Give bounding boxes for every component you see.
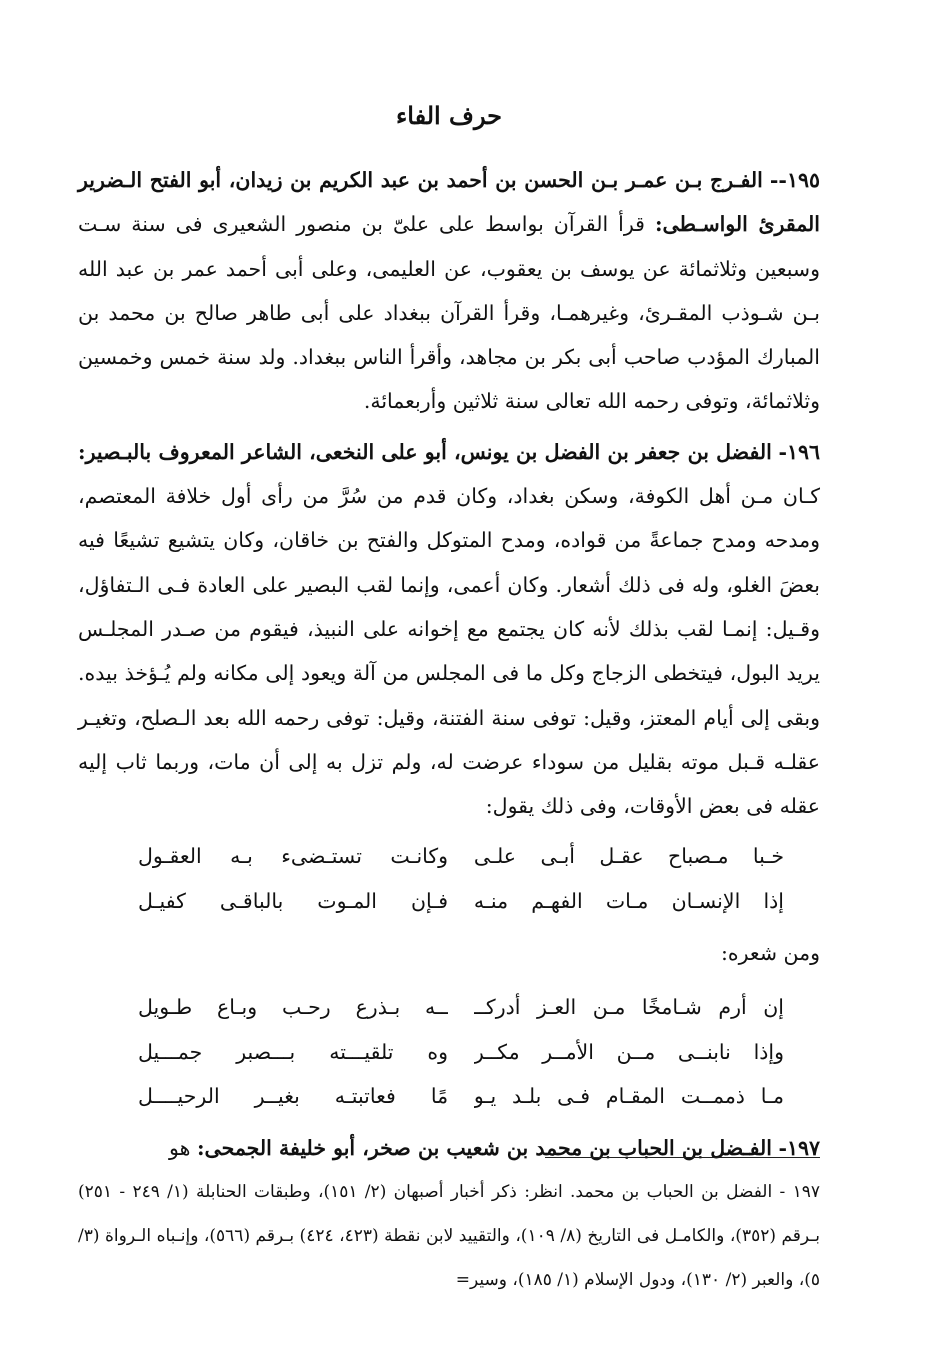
poem-block-1 [78,834,820,923]
verse-first-hemistich: إن أرم شـامخًا مـن العـز أدركــ [473,995,784,1020]
verse-line [138,1074,784,1118]
verse-line [138,1030,784,1074]
verse-second-hemistich: ــه بـذرع رحـب وبـاع طـويل [138,995,449,1020]
verse-line [138,985,784,1029]
verse-first-hemistich: إذا الإنسـان مـات الفهـم منـه [473,888,784,913]
entry-number: ١٩٧- [778,1136,820,1161]
entry-heading: الفضل بن جعفر بن الفضل بن يونس، أبو على النخعى، الشاعر المعروف بالبـصير: [78,439,772,464]
page-body [78,96,820,1177]
entry-text: قرأ القرآن بواسط على علىّ بن منصور الشعيرى فى سنة سـت وسبعين وثلاثمائة عن يوسف بن يعقوب، عن العليمى، وعلى أبى أحمد عمر بن عبد الله بـن شـوذب المقـرئ، وغيرهمـا، وقرأ القرآن ببغداد على أبى طاهر صالح بن محمد بن المبارك المؤدب صاحب أبى بكر بن مجاهد، وأقرأ الناس ببغداد. ولد سنة خمس وخمسين وثلاثمائة، وتوفى رحمه الله تعالى سنة ثلاثين وأربعمائة. [78,212,820,414]
verse-line [138,834,784,878]
entry-text: هو [169,1136,191,1161]
footnote: ١٩٧ - الفضل بن الحباب بن محمد. انظر: ذكر أخبار أصبهان (٢/ ١٥١)، وطبقات الحنابلة (١/ ٢٤٩ - ٢٥١) بـرقم (٣٥٢)، والكامـل فى التاريخ (٨/ ١٠٩)، والتقييد لابن نقطة (٤٢٣، ٤٢٤) بـرقم (٥٦٦)، وإنـباه الـرواة (٣/ ٥)، والعبر (٢/ ١٣٠)، ودول الإسلام (١/ ١٨٥)، وسير= [78,1182,820,1290]
entry-heading: الفـضل بن الحباب بن محمد بن شعيب بن صخر، أبو خليفة الجمحى: [196,1136,772,1161]
verse-second-hemistich: وكانـت تستـضىء بـه العقـول [138,844,449,869]
entry-196 [78,430,820,829]
verse-first-hemistich: خـبا مـصباح عقـل أبـى علـى [473,844,784,869]
footnote-rule-line [545,1157,820,1158]
entry-text: كـان مـن أهل الكوفة، وسكن بغداد، وكان قدم من سُرَّ من رأى أول خلافة المعتصم، ومدحه ومدح جماعةً من قواده، ومدح المتوكل والفتح بن خاقان، وكان يتشيع تشيعًا فيه بعضَ الغلو، وله فى ذلك أشعار. وكان أعمى، وإنما لقب البصير على العادة فـى الـتفاؤل، وقـيل: إنمـا لقب بذلك لأنه كان يجتمع مع إخوانه على النبيذ، فيقوم من صـدر المجلـس يريد البول، فيتخطى الزجاج وكل ما فى المجلس من آلة ويعود إلى مكانه ولم يُـؤخذ بيده. وبقى إلى أيام المعتز، وقيل: توفى سنة الفتنة، وقيل: توفى رحمه الله بعد الـصلح، وتغيـر عقلـه قـبل موته بقليل من سوداء عرضت له، ولم تزل به إلى أن مات، وربما ثاب إليه عقله فى بعض الأوقات، وفى ذلك يقول: [78,484,820,819]
chapter-title: حرف الفاء [395,101,503,130]
verse-second-hemistich: وه تلقيـــته بـــصبر جمـــيل [138,1039,449,1064]
verse-first-hemistich: مـا ذممــت المقـام فـى بلـد يـو [473,1083,784,1108]
verse-second-hemistich: مًا فعاتبتـه بغيــر الرحيــــل [138,1083,449,1108]
verse-second-hemistich: فـإن المـوت بالباقـى كفيـل [138,888,449,913]
poem-block-2 [78,985,820,1118]
entry-number: ١٩٦- [778,439,820,464]
poem-intro: ومن شعره: [720,941,820,966]
entry-195 [78,158,820,424]
entry-heading: الفـرج بـن عمـر بـن الحسن بن أحمد بن عبد الكريم بن زيدان، أبو الفتح الـضرير المقرئ الواسـطى: [78,168,820,237]
verse-line [138,879,784,923]
verse-first-hemistich: وإذا نابنــى مــن الأمــر مكــر [473,1039,784,1064]
entry-197 [78,1126,820,1170]
entry-number: ١٩٥-- [769,168,820,192]
